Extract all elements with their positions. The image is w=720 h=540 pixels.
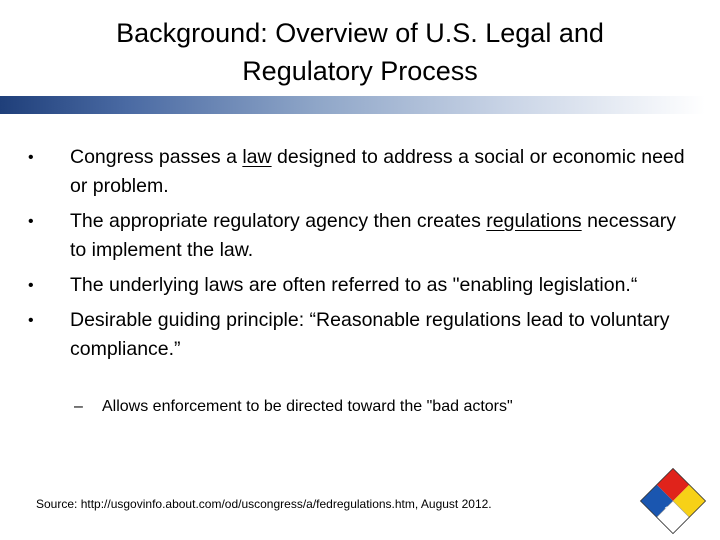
bullet-text: Desirable guiding principle: “Reasonable regulations lead to voluntary compliance.” — [70, 309, 670, 360]
title-divider-bar — [0, 96, 705, 114]
bullet-item — [28, 143, 688, 201]
title-line-1: Background: Overview of U.S. Legal and — [116, 18, 604, 48]
bullet-icon: • — [28, 213, 34, 230]
bullet-text-pre: Congress passes a — [70, 146, 243, 168]
bullet-list — [28, 143, 688, 370]
sub-bullet-text: Allows enforcement to be directed toward the "bad actors" — [102, 398, 513, 415]
bullet-underlined-term: regulations — [486, 210, 582, 232]
bullet-underlined-term: law — [242, 146, 272, 168]
title-line-2: Regulatory Process — [242, 56, 478, 86]
bullet-icon: • — [28, 277, 34, 294]
slide-title — [60, 14, 660, 90]
bullet-text: The underlying laws are often referred to as "enabling legislation.“ — [70, 274, 638, 296]
bullet-icon: • — [28, 312, 34, 329]
bullet-text-post: designed to address a social or economic need or problem. — [70, 146, 685, 197]
source-citation: Source: http://usgovinfo.about.com/od/uscongress/a/fedregulations.htm, August 2012. — [36, 497, 492, 511]
hazard-diamond-icon — [638, 466, 708, 536]
bullet-item — [28, 306, 688, 364]
bullet-item — [28, 207, 688, 265]
bullet-item — [28, 271, 688, 300]
dash-icon: – — [74, 398, 83, 415]
sub-bullet — [74, 395, 674, 419]
bullet-icon: • — [28, 149, 34, 166]
page-number: 10 — [663, 505, 677, 517]
bullet-text-post: necessary to implement the law. — [70, 210, 676, 261]
bullet-text-pre: The appropriate regulatory agency then creates — [70, 210, 487, 232]
